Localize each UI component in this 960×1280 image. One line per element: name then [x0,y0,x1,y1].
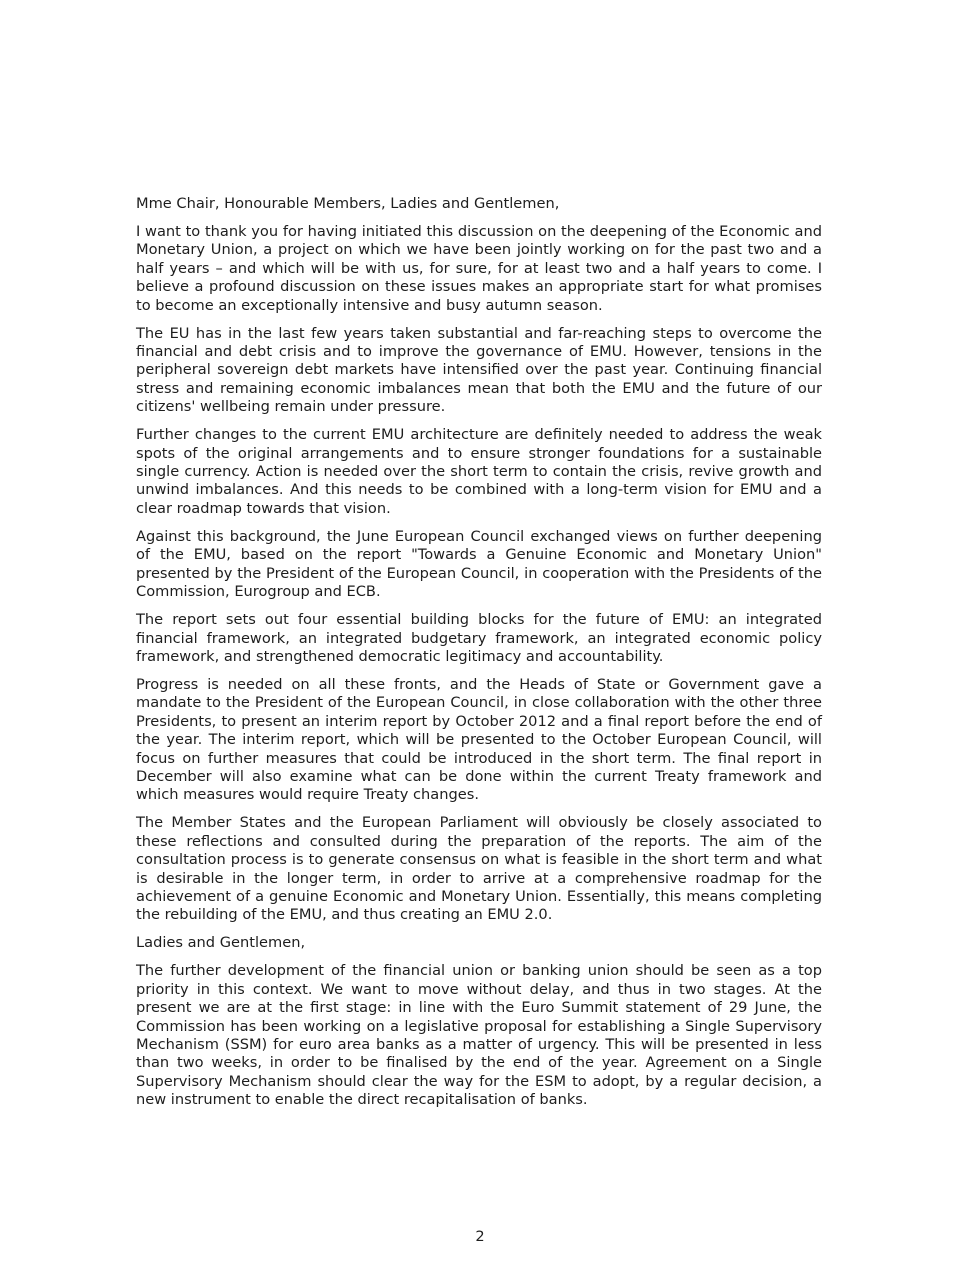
paragraph-thanks: I want to thank you for having initiated this discussion on the deepening of the Economic and Monetary Union, a project on which we have been jointly working on for the past two and a half years – and which will be with us, for sure, for at least two and a half years to come. I believe a profound discussion on these issues makes an appropriate start for what promises to become an exceptionally intensive and busy autumn season. [136,223,822,314]
page-number: 2 [475,1228,485,1245]
paragraph-eu-steps: The EU has in the last few years taken substantial and far-reaching steps to overcome the financial and debt crisis and to improve the governance of EMU. However, tensions in the peripheral sovereign debt markets have intensified over the past year. Continuing financial stress and remaining economic imbalances mean that both the EMU and the future of our citizens' wellbeing remain under pressure. [136,324,822,416]
paragraph-building-blocks: The report sets out four essential building blocks for the future of EMU: an integrated financial framework, an integrated budgetary framework, an integrated economic policy framework, and strengthened democratic legitimacy and accountability. [136,611,822,665]
paragraph-further-changes: Further changes to the current EMU architecture are definitely needed to address the weak spots of the original arrangements and to ensure stronger foundations for a sustainable single currency. Action is needed over the short term to contain the crisis, revive growth and unwind imbalances. And this needs to be combined with a long-term vision for EMU and a clear roadmap towards that vision. [136,426,822,517]
paragraph-progress: Progress is needed on all these fronts, and the Heads of State or Government gave a mandate to the President of the European Council, in close collaboration with the other three Presidents, to present an interim report by October 2012 and a final report before the end of the year. The interim report, which will be presented to the October European Council, will focus on further measures that could be introduced in the short term. The final report in December will also examine what can be done within the current Treaty framework and which measures would require Treaty changes. [136,675,822,804]
salutation: Mme Chair, Honourable Members, Ladies and Gentlemen, [136,195,560,212]
paragraph-june-council: Against this background, the June European Council exchanged views on further deepening of the EMU, based on the report "Towards a Genuine Economic and Monetary Union" presented by the President of the European Council, in cooperation with the Presidents of the Commission, Eurogroup and ECB. [136,527,822,601]
paragraph-member-states: The Member States and the European Parliament will obviously be closely associated to these reflections and consulted during the preparation of the reports. The aim of the consultation process is to generate consensus on what is feasible in the short term and what is desirable in the longer term, in order to arrive at a comprehensive roadmap for the achievement of a genuine Economic and Monetary Union. Essentially, this means completing the rebuilding of the EMU, and thus creating an EMU 2.0. [136,814,822,924]
page-body [136,195,822,1119]
salutation-ladies-gentlemen: Ladies and Gentlemen, [136,934,306,952]
paragraph-banking-union: The further development of the financial union or banking union should be seen as a top priority in this context. We want to move without delay, and thus in two stages. At the present we are at the first stage: in line with the Euro Summit statement of 29 June, the Commission has been working on a legislative proposal for establishing a Single Supervisory Mechanism (SSM) for euro area banks as a matter of urgency. This will be presented in less than two weeks, in order to be finalised by the end of the year. Agreement on a Single Supervisory Mechanism should clear the way for the ESM to adopt, by a regular decision, a new instrument to enable the direct recapitalisation of banks. [136,962,822,1109]
